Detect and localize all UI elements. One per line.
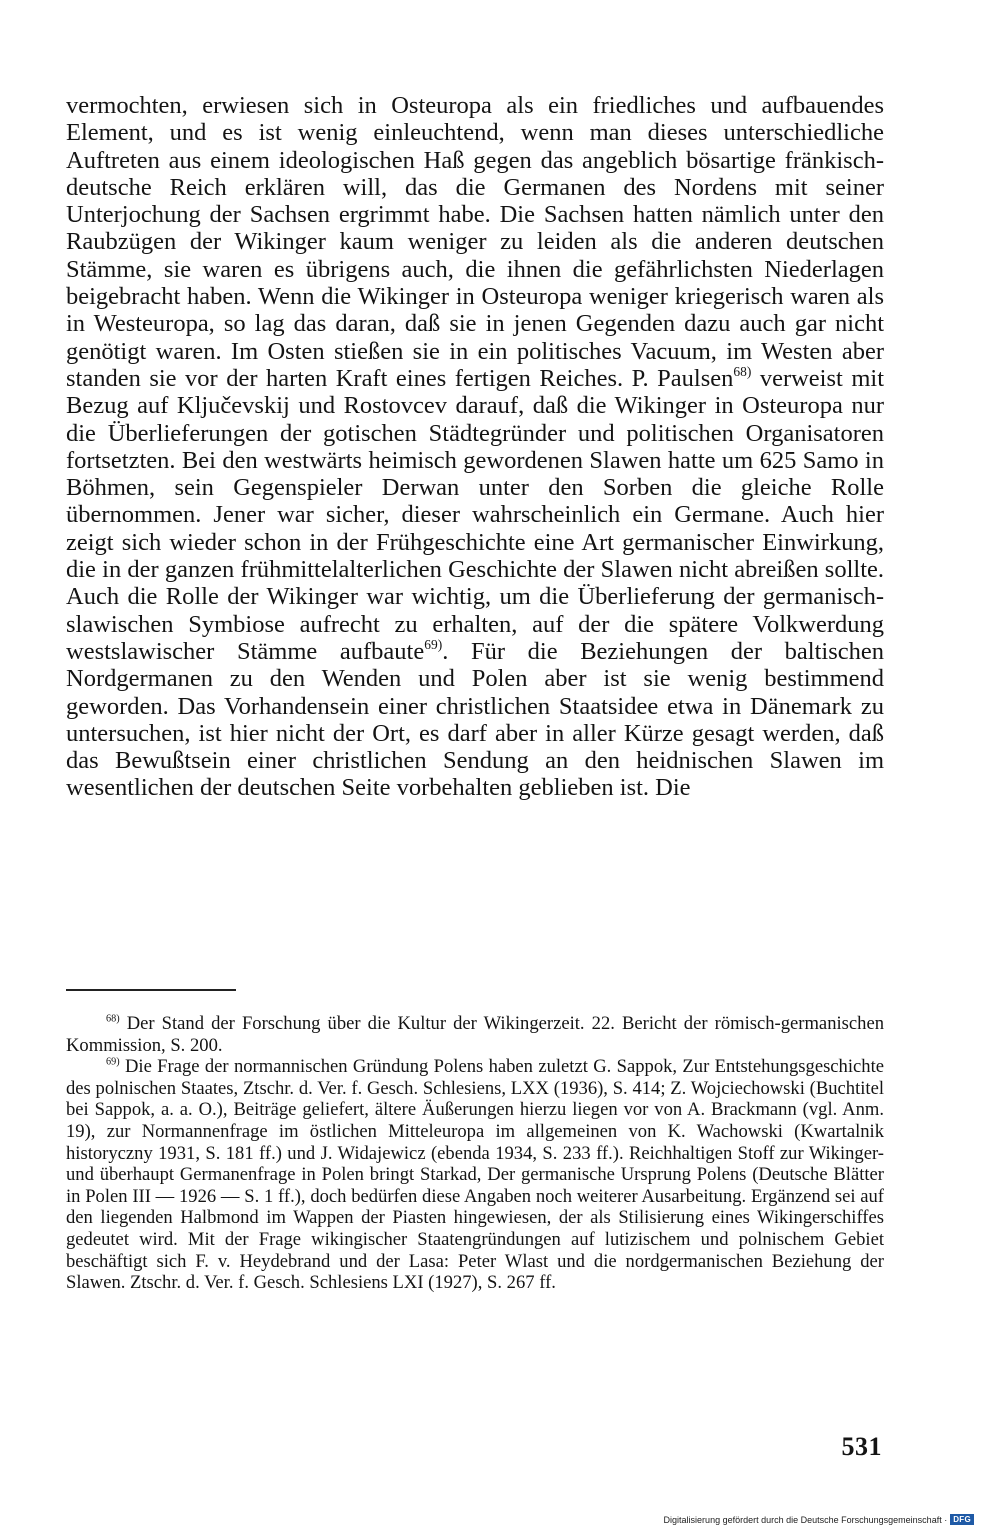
dfg-logo-icon: DFG [950,1514,974,1525]
footnote-marker: 68) [106,1013,120,1025]
footnote-ref-68: 68) [733,363,752,379]
main-body-part-1: vermochten, erwiesen sich in Osteuropa als ein friedliches und aufbauendes Element, und es ist wenig einleuchtend, wenn man dieses unterschiedliche Auftreten aus einem ideologischen Haß gegen das angeblich bösartige fränkisch-deutsche Reich erklären will, das die Germanen des Nordens mit seiner Unterjochung der Sachsen ergrimmt habe. Die Sachsen hatten nämlich unter den Raubzügen der Wikinger kaum weniger zu leiden als die anderen deutschen Stämme, sie waren es übrigens auch, die ihnen die gefährlichsten Niederlagen beigebracht haben. Wenn die Wikinger in Osteuropa weniger kriegerisch waren als in Westeuropa, so lag das daran, daß sie in jenen Gegenden dazu auch gar nicht genötigt waren. Im Osten stießen sie in ein politisches Vacuum, im Westen aber standen sie vor der harten Kraft eines fertigen Reiches. P. Paulsen [66,92,884,392]
footnote-text: Die Frage der normannischen Gründung Polens haben zuletzt G. Sappok, Zur Entstehungsgeschichte des polnischen Staates, Ztschr. d. Ver. f. Gesch. Schlesiens, LXX (1936), S. 414; Z. Wojciechowski (Buchtitel bei Sappok, a. a. O.), Beiträge geliefert, ältere Äußerungen hierzu liegen vor von A. Brackmann (vgl. Anm. 19), zur Normannenfrage im östlichen Mitteleuropa im allgemeinen von K. Wachowski (Kwartalnik historyczny 1931, S. 181 ff.) und J. Widajewicz (ebenda 1934, S. 233 ff.). Reichhaltigen Stoff zur Wikinger- und überhaupt Germanenfrage in Polen bringt Starkad, Der germanische Ursprung Polens (Deutsche Blätter in Polen III — 1926 — S. 1 ff.), doch bedürfen diese Angaben noch weiterer Ausarbeitung. Ergänzend sei auf den liegenden Halbmond im Wappen der Piasten hingewiesen, der als Stilisierung eines Wikingerschiffes gedeutet wird. Mit der Frage wikingischer Staatengründungen auf lutizischem und polnischem Gebiet beschäftigt sich F. v. Heydebrand und der Lasa: Peter Wlast und die nordgermanischen Beziehung der Slawen. Ztschr. d. Ver. f. Gesch. Schlesiens LXI (1927), S. 267 ff. [66,1056,884,1294]
main-body-part-2: verweist mit Bezug auf Ključevskij und Rostovcev darauf, daß die Wikinger in Osteuropa nur die Überlieferungen der gotischen Städtegründer und politischen Organisatoren fortsetzten. Bei den westwärts heimisch gewordenen Slawen hatte um 625 Samo in Böhmen, sein Gegenspieler Derwan unter den Sorben die gleiche Rolle übernommen. Jener war sicher, dieser wahrscheinlich ein Germane. Auch hier zeigt sich wieder schon in der Frühgeschichte eine Art germanischer Einwirkung, die in der ganzen frühmittelalterlichen Geschichte der Slawen nicht abreißen sollte. Auch die Rolle der Wikinger war wichtig, um die Überlieferung der germanisch-slawischen Symbiose aufrecht zu erhalten, auf der die spätere Volkwerdung westslawischer Stämme aufbaute [66,364,884,665]
footnote-divider [66,989,236,991]
credit-text: Digitalisierung gefördert durch die Deutsche Forschungsgemeinschaft · [663,1514,948,1525]
footnote-ref-69: 69) [424,636,443,652]
main-body-text [66,92,884,802]
footnote-68 [66,1013,884,1056]
footnote-text: Der Stand der Forschung über die Kultur der Wikingerzeit. 22. Bericht der römisch-germanischen Kommission, S. 200. [66,1013,884,1056]
footnote-69 [66,1056,884,1294]
digitization-credit [664,1514,974,1525]
page-number: 531 [841,1432,882,1461]
footnote-marker: 69) [106,1056,120,1068]
footnotes [66,1013,884,1294]
main-body-part-3: . Für die Beziehungen der baltischen Nordgermanen zu den Wenden und Polen aber ist sie wenig bestimmend geworden. Das Vorhandensein einer christlichen Staatsidee etwa in Dänemark zu untersuchen, ist hier nicht der Ort, es darf aber in aller Kürze gesagt werden, daß das Bewußtsein einer christlichen Sendung an den heidnischen Slawen im wesentlichen der deutschen Seite vorbehalten geblieben ist. Die [66,637,884,802]
